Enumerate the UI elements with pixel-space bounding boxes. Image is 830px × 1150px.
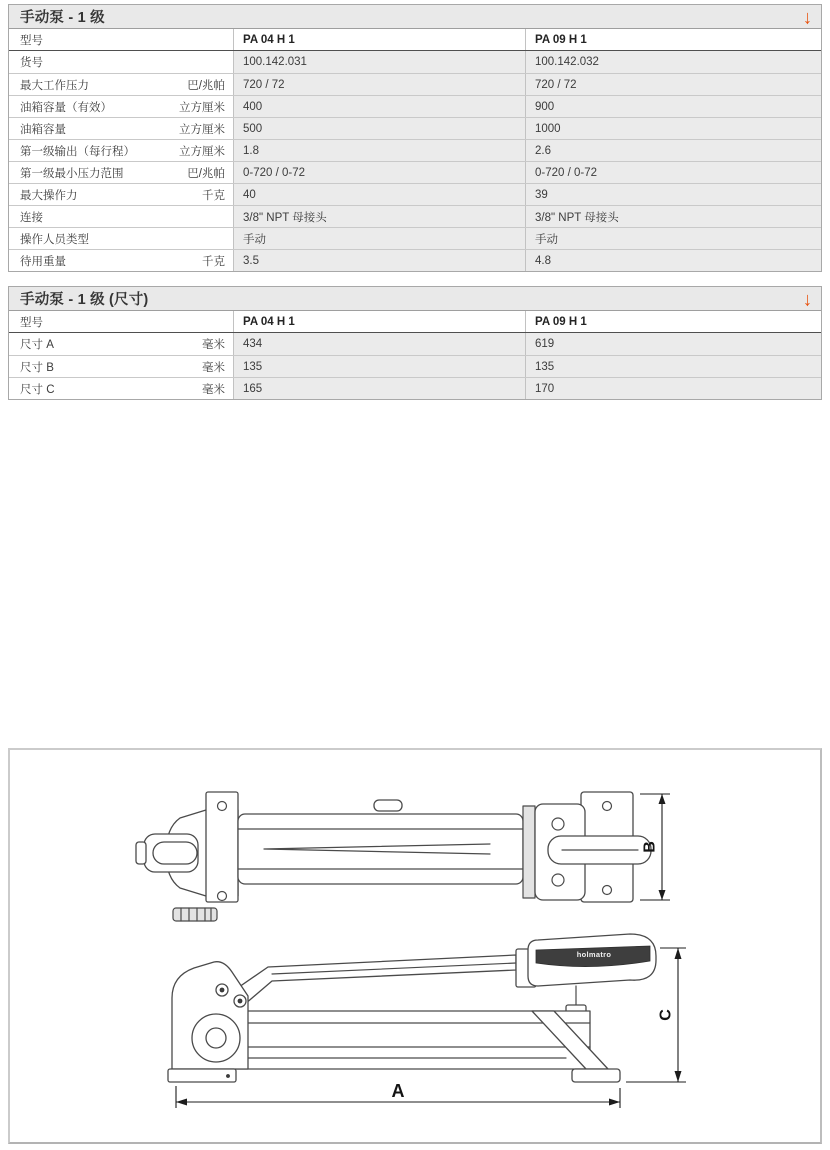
table1-title-bar	[9, 5, 821, 29]
table2-header-row	[9, 311, 821, 333]
technical-drawing-panel	[8, 748, 822, 1144]
table-row: 第一级最小压力范围 巴/兆帕 0-720 / 0-72 0-720 / 0-72	[9, 161, 821, 183]
table-row: 尺寸 B 毫米 135 135	[9, 355, 821, 377]
table-row: 连接 3/8" NPT 母接头 3/8" NPT 母接头	[9, 205, 821, 227]
table2-header-col2: PA 09 H 1	[525, 311, 821, 332]
table-row: 尺寸 C 毫米 165 170	[9, 377, 821, 399]
table1-header-col2: PA 09 H 1	[525, 29, 821, 50]
dim-a-label: A	[391, 1081, 405, 1101]
table-row: 油箱容量 立方厘米 500 1000	[9, 117, 821, 139]
table1-header-model-label: 型号	[20, 34, 43, 47]
table-row: 最大工作压力 巴/兆帕 720 / 72 720 / 72	[9, 73, 821, 95]
pump-top-view-drawing	[136, 792, 670, 921]
down-arrow-icon[interactable]: ↓	[803, 6, 812, 27]
table1-header-col1: PA 04 H 1	[233, 29, 525, 50]
brand-logo-text: holmatro	[576, 950, 612, 959]
spec-table-dimensions	[8, 286, 822, 400]
dimension-b	[640, 794, 670, 900]
table2-header-col1: PA 04 H 1	[233, 311, 525, 332]
pump-side-view-drawing	[168, 934, 686, 1108]
pump-dimension-drawing	[10, 750, 820, 1142]
table-row: 最大操作力 千克 40 39	[9, 183, 821, 205]
dim-c-label: C	[657, 1009, 675, 1021]
dimension-a	[176, 1081, 620, 1108]
table-row: 尺寸 A 毫米 434 619	[9, 333, 821, 355]
spec-table-hand-pump	[8, 4, 822, 272]
table-row: 待用重量 千克 3.5 4.8	[9, 249, 821, 271]
table1-header-row	[9, 29, 821, 51]
table2-title-bar	[9, 287, 821, 311]
down-arrow-icon[interactable]: ↓	[803, 288, 812, 309]
table1-title: 手动泵 - 1 级	[20, 10, 105, 26]
table-row: 油箱容量（有效） 立方厘米 400 900	[9, 95, 821, 117]
table2-header-model-label: 型号	[20, 316, 43, 329]
table-row: 货号 100.142.031 100.142.032	[9, 51, 821, 73]
table-row: 操作人员类型 手动 手动	[9, 227, 821, 249]
table-row: 第一级输出（每行程） 立方厘米 1.8 2.6	[9, 139, 821, 161]
dim-b-label: B	[641, 841, 659, 853]
table2-title: 手动泵 - 1 级 (尺寸)	[20, 292, 149, 308]
